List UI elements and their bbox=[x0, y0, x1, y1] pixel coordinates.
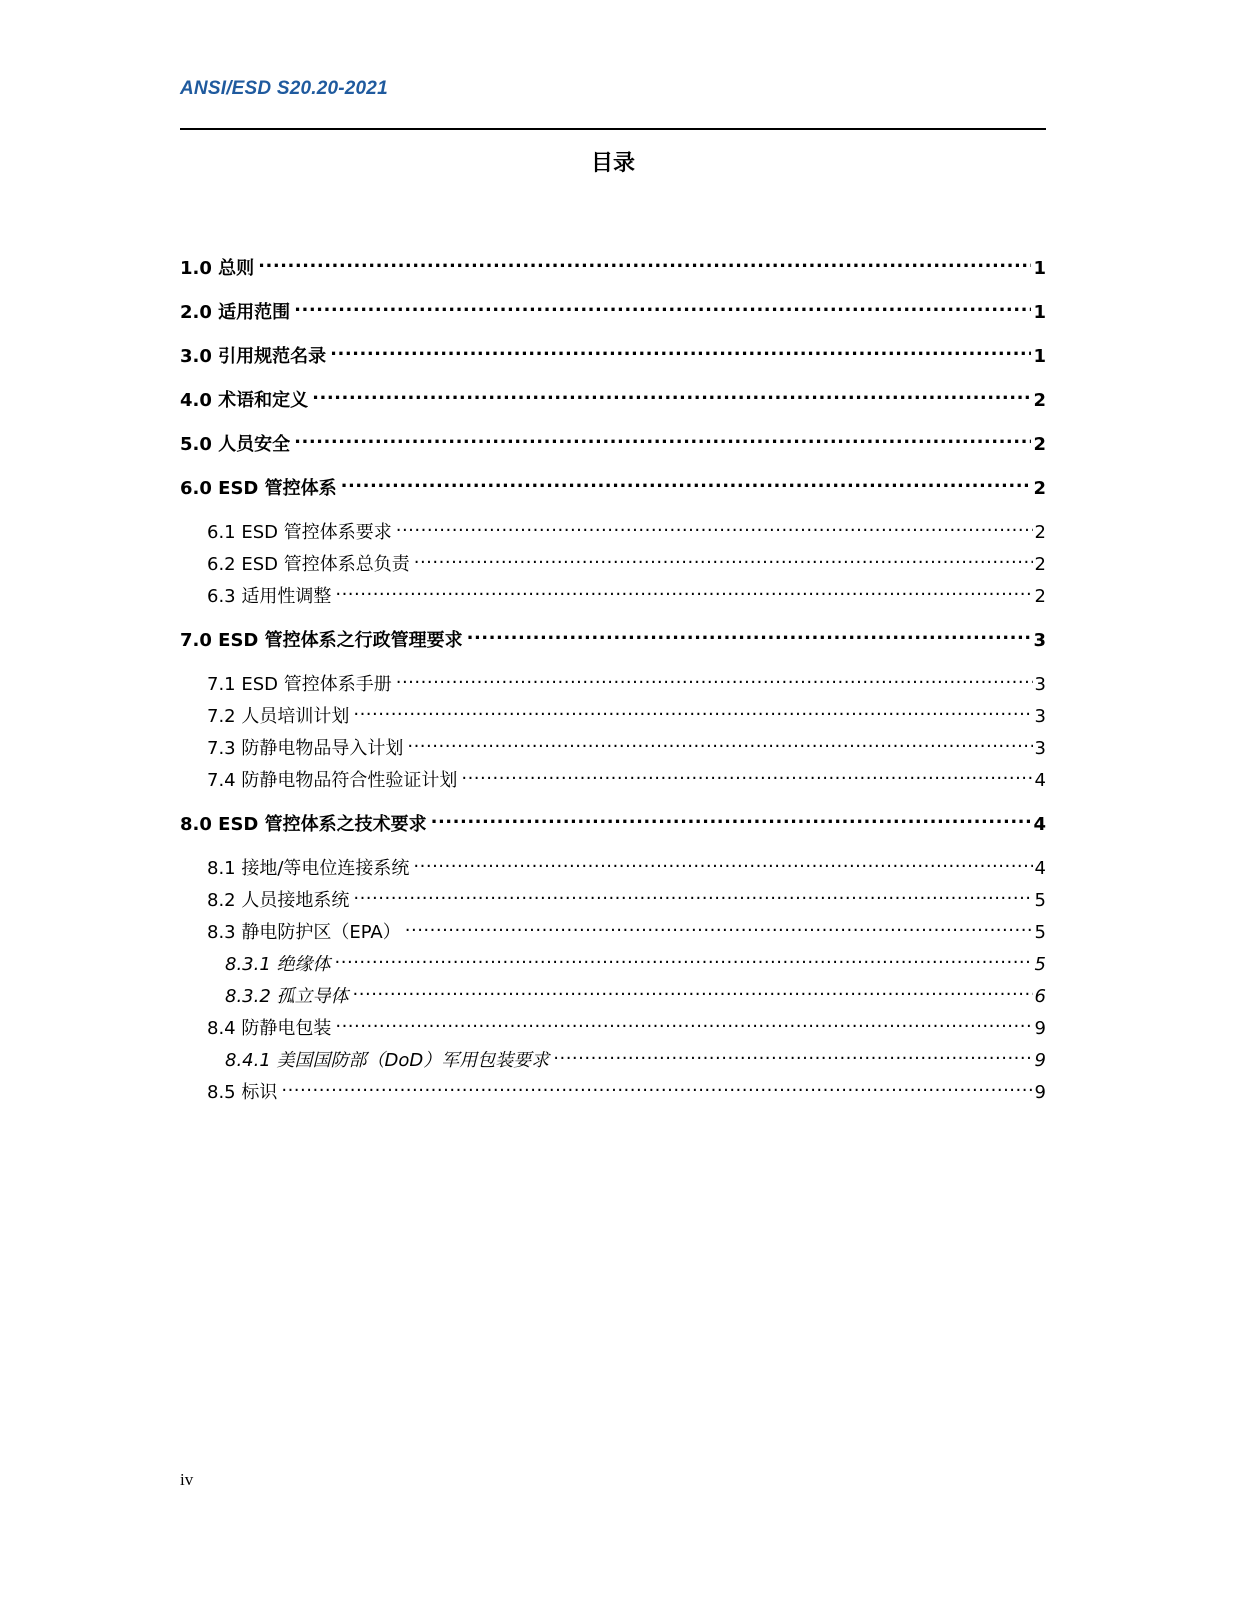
toc-entry-page: 2 bbox=[1034, 586, 1046, 607]
toc-entry-page: 5 bbox=[1034, 954, 1046, 975]
toc-entry-label: 5.0 人员安全 bbox=[180, 434, 291, 455]
toc-entry-label: 6.2 ESD 管控体系总负责 bbox=[207, 554, 410, 575]
toc-dot-leader bbox=[461, 760, 1032, 786]
toc-entry[interactable] bbox=[180, 248, 1046, 279]
toc-entry-label: 7.0 ESD 管控体系之行政管理要求 bbox=[180, 630, 463, 651]
toc-entry-label: 6.1 ESD 管控体系要求 bbox=[207, 522, 392, 543]
toc-entry-label: 6.0 ESD 管控体系 bbox=[180, 478, 337, 499]
toc-entry-label: 3.0 引用规范名录 bbox=[180, 346, 327, 367]
toc-dot-leader bbox=[294, 292, 1031, 318]
toc-dot-leader bbox=[353, 880, 1032, 906]
toc-entry-label: 7.4 防静电物品符合性验证计划 bbox=[207, 770, 458, 791]
toc-entry-label: 8.0 ESD 管控体系之技术要求 bbox=[180, 814, 427, 835]
toc-entry-page: 2 bbox=[1033, 390, 1046, 411]
toc-entry-label: 7.3 防静电物品导入计划 bbox=[207, 738, 404, 759]
toc-entry-label: 6.3 适用性调整 bbox=[207, 586, 332, 607]
toc-entry[interactable] bbox=[180, 804, 1046, 835]
toc-entry-page: 4 bbox=[1034, 770, 1046, 791]
toc-dot-leader bbox=[414, 544, 1033, 570]
toc-entry-page: 3 bbox=[1034, 674, 1046, 695]
toc-entry-page: 5 bbox=[1034, 890, 1046, 911]
toc-dot-leader bbox=[467, 620, 1032, 646]
toc-entry[interactable] bbox=[180, 620, 1046, 651]
toc-entry-page: 3 bbox=[1034, 738, 1046, 759]
header-divider bbox=[180, 128, 1046, 130]
toc-dot-leader bbox=[258, 248, 1031, 274]
toc-entry-label: 1.0 总则 bbox=[180, 258, 255, 279]
toc-entry[interactable] bbox=[180, 468, 1046, 499]
toc-entry[interactable] bbox=[207, 848, 1046, 879]
toc-dot-leader bbox=[431, 804, 1032, 830]
toc-entry-page: 6 bbox=[1034, 986, 1046, 1007]
toc-dot-leader bbox=[312, 380, 1031, 406]
page-number: iv bbox=[180, 1470, 194, 1489]
toc-dot-leader bbox=[341, 468, 1032, 494]
toc-dot-leader bbox=[413, 848, 1032, 874]
toc-dot-leader bbox=[396, 664, 1033, 690]
toc-entry-label: 8.3.1 绝缘体 bbox=[225, 954, 331, 975]
toc-dot-leader bbox=[407, 728, 1032, 754]
toc-entry-page: 5 bbox=[1034, 922, 1046, 943]
toc-entry[interactable] bbox=[225, 1040, 1046, 1071]
toc-entry-page: 4 bbox=[1034, 858, 1046, 879]
toc-entry-label: 4.0 术语和定义 bbox=[180, 390, 309, 411]
toc-entry[interactable] bbox=[225, 976, 1046, 1007]
toc-entry-page: 3 bbox=[1034, 706, 1046, 727]
document-id-header: ANSI/ESD S20.20-2021 bbox=[180, 78, 388, 99]
toc-entry[interactable] bbox=[207, 544, 1046, 575]
toc-entry-page: 9 bbox=[1034, 1050, 1046, 1071]
toc-dot-leader bbox=[353, 976, 1033, 1002]
toc-dot-leader bbox=[335, 576, 1032, 602]
toc-entry-label: 8.4.1 美国国防部（DoD）军用包装要求 bbox=[225, 1050, 550, 1071]
toc-entry-label: 8.3 静电防护区（EPA） bbox=[207, 922, 401, 943]
toc-entry[interactable] bbox=[207, 912, 1046, 943]
toc-entry[interactable] bbox=[207, 728, 1046, 759]
toc-entry-label: 8.2 人员接地系统 bbox=[207, 890, 350, 911]
toc-dot-leader bbox=[353, 696, 1032, 722]
toc-entry-label: 2.0 适用范围 bbox=[180, 302, 291, 323]
toc-entry-page: 2 bbox=[1034, 554, 1046, 575]
toc-entry[interactable] bbox=[180, 292, 1046, 323]
toc-entry[interactable] bbox=[180, 380, 1046, 411]
toc-entry-label: 8.4 防静电包装 bbox=[207, 1018, 332, 1039]
toc-dot-leader bbox=[281, 1072, 1032, 1098]
toc-entry-page: 3 bbox=[1033, 630, 1046, 651]
toc-entry[interactable] bbox=[207, 760, 1046, 791]
toc-entry-page: 9 bbox=[1034, 1018, 1046, 1039]
toc-entry[interactable] bbox=[180, 424, 1046, 455]
toc-entry-label: 7.1 ESD 管控体系手册 bbox=[207, 674, 392, 695]
toc-entry-page: 9 bbox=[1034, 1082, 1046, 1103]
toc-entry-label: 7.2 人员培训计划 bbox=[207, 706, 350, 727]
toc-entry-page: 4 bbox=[1033, 814, 1046, 835]
toc-entry-page: 1 bbox=[1033, 346, 1046, 367]
toc-entry-page: 1 bbox=[1033, 302, 1046, 323]
toc-dot-leader bbox=[335, 944, 1033, 970]
toc-dot-leader bbox=[294, 424, 1031, 450]
toc-dot-leader bbox=[396, 512, 1033, 538]
toc-entry[interactable] bbox=[207, 512, 1046, 543]
toc-entry-label: 8.5 标识 bbox=[207, 1082, 278, 1103]
toc-entry[interactable] bbox=[207, 664, 1046, 695]
toc-entry-label: 8.1 接地/等电位连接系统 bbox=[207, 858, 410, 879]
toc-dot-leader bbox=[405, 912, 1033, 938]
toc-entry-page: 2 bbox=[1033, 478, 1046, 499]
toc-title: 目录 bbox=[590, 151, 635, 176]
toc-entry-page: 2 bbox=[1033, 434, 1046, 455]
toc-entry[interactable] bbox=[180, 336, 1046, 367]
toc-entry[interactable] bbox=[207, 576, 1046, 607]
toc-dot-leader bbox=[330, 336, 1031, 362]
toc-dot-leader bbox=[553, 1040, 1032, 1066]
toc-entry[interactable] bbox=[207, 1008, 1046, 1039]
toc-entry[interactable] bbox=[225, 944, 1046, 975]
toc-entry[interactable] bbox=[207, 880, 1046, 911]
toc-entry[interactable] bbox=[207, 696, 1046, 727]
toc-entry-page: 2 bbox=[1034, 522, 1046, 543]
toc-entry[interactable] bbox=[207, 1072, 1046, 1103]
toc-entry-label: 8.3.2 孤立导体 bbox=[225, 986, 349, 1007]
toc-entry-page: 1 bbox=[1033, 258, 1046, 279]
toc-dot-leader bbox=[335, 1008, 1032, 1034]
